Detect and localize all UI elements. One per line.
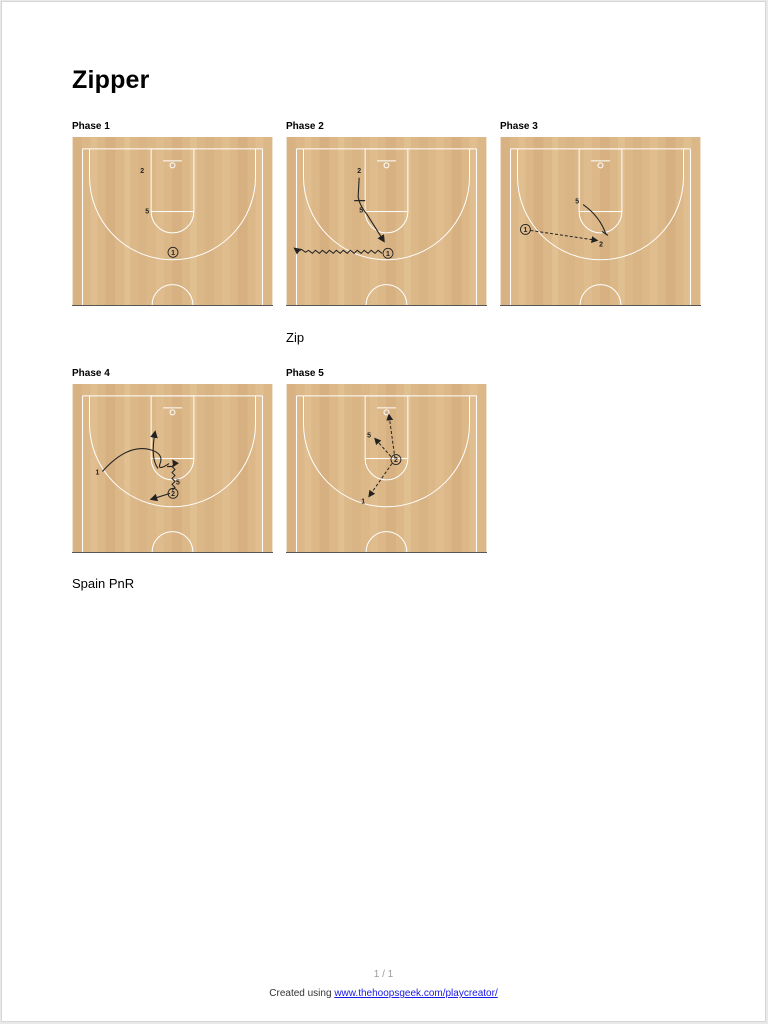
caption-spain-pnr: Spain PnR <box>72 576 135 591</box>
half-court <box>73 137 273 305</box>
phase-2-diagram <box>286 137 487 306</box>
phase-3 <box>500 121 702 306</box>
player-1-label: 1 <box>171 249 175 257</box>
phase-5 <box>286 368 488 553</box>
phase-2-label: Phase 2 <box>286 121 324 132</box>
phase-5-diagram <box>286 384 487 553</box>
half-court <box>287 137 487 305</box>
player-2-label: 2 <box>394 457 398 465</box>
phase-3-diagram <box>500 137 701 306</box>
phase-1-diagram <box>72 137 273 306</box>
phase-1-label: Phase 1 <box>72 121 110 132</box>
credit-link[interactable]: www.thehoopsgeek.com/playcreator/ <box>334 988 498 999</box>
half-court <box>287 384 487 552</box>
player-5: 5 <box>575 198 580 206</box>
half-court <box>73 384 273 552</box>
player-5: 5 <box>176 479 180 487</box>
player-1-label: 1 <box>523 226 528 234</box>
player-1: 1 <box>361 498 366 506</box>
phase-2 <box>286 121 488 306</box>
page-title: Zipper <box>72 66 150 94</box>
player-5: 5 <box>145 208 150 216</box>
phase-3-label: Phase 3 <box>500 121 538 132</box>
player-2-label: 2 <box>171 490 175 498</box>
player-5: 5 <box>367 432 372 440</box>
player-2: 2 <box>140 167 145 175</box>
caption-zip: Zip <box>286 330 305 345</box>
player-2: 2 <box>357 167 362 175</box>
page <box>1 1 766 1022</box>
player-1: 1 <box>95 469 100 477</box>
player-2: 2 <box>599 241 603 249</box>
phase-4-label: Phase 4 <box>72 368 110 379</box>
player-5: 5 <box>359 207 364 215</box>
phase-1 <box>72 121 274 306</box>
player-1-label: 1 <box>386 250 390 258</box>
credit-text: Created using <box>269 988 335 999</box>
footer-credit <box>2 988 765 999</box>
half-court <box>501 137 701 305</box>
phase-4 <box>72 368 274 553</box>
page-indicator: 1 / 1 <box>373 969 394 980</box>
phase-4-diagram <box>72 384 273 553</box>
phase-5-label: Phase 5 <box>286 368 324 379</box>
